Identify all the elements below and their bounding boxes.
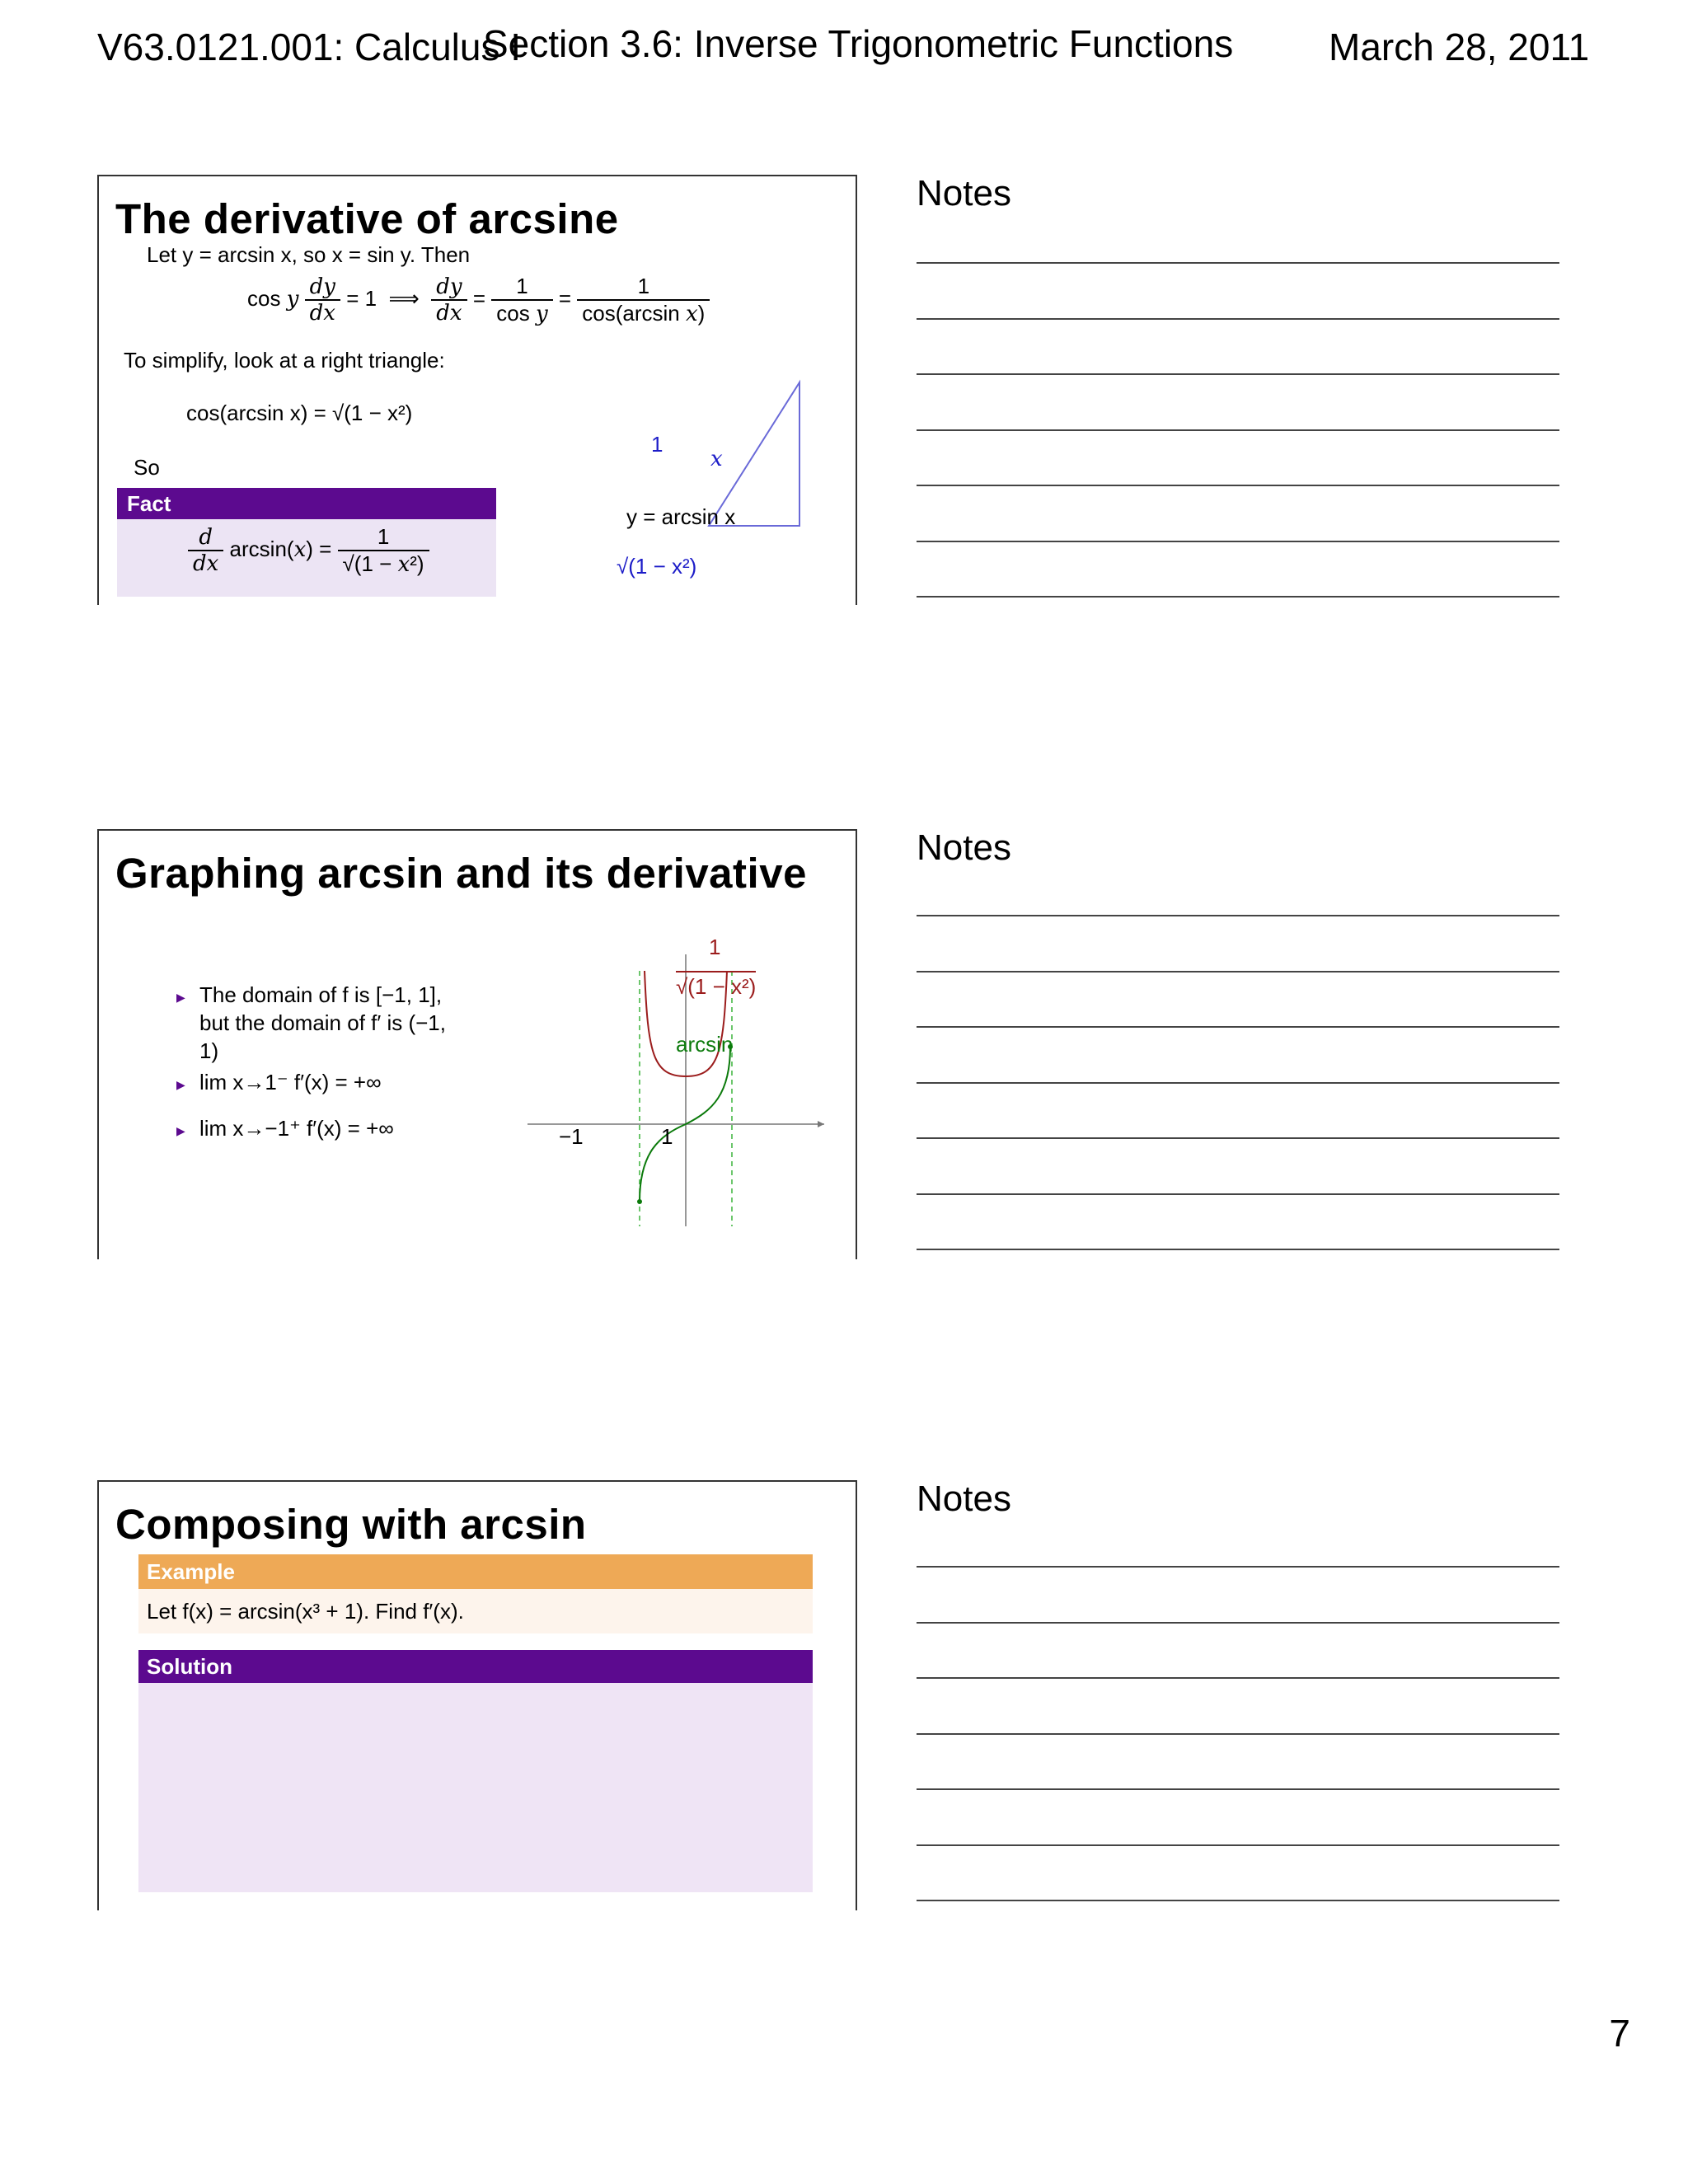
notes-line: [917, 1137, 1559, 1139]
header-date: March 28, 2011: [1329, 26, 1590, 68]
solution-body: [138, 1683, 813, 1892]
notes-line: [917, 318, 1559, 320]
notes-line: [917, 429, 1559, 431]
notes-line: [917, 541, 1559, 542]
fact-body: [117, 519, 496, 597]
notes-label-1: Notes: [917, 173, 1011, 213]
triangle-adj-label: √(1 − x²): [617, 554, 697, 579]
slide-arcsine-derivative: [97, 175, 857, 605]
page-number: 7: [1609, 2012, 1630, 2055]
fact-formula: $\frac{d}{dx}$ arcsin(x) = $\frac{1}{\text{√(1 − x²)}}$: [188, 524, 429, 577]
triangle-angle-label: y = arcsin x: [626, 504, 736, 529]
header-section: Section 3.6: Inverse Trigonometric Functions: [483, 22, 1234, 65]
derivation-equation: cos y $\frac{dy}{dx}$ = 1 ⟹ $\frac{dy}{dx}$ = $\frac{1}{\text{cos y}}$ = $\frac{1}{\text{cos(arcsin x)}}$: [247, 274, 710, 326]
notes-line: [917, 1844, 1559, 1846]
bullet-icon: ▶: [176, 991, 185, 1004]
notes-line: [917, 262, 1559, 264]
slide-title: The derivative of arcsine: [115, 195, 619, 242]
notes-line: [917, 1249, 1559, 1250]
slide-title: Graphing arcsin and its derivative: [115, 850, 807, 897]
bullet-limit-left: lim x→−1⁺ f′(x) = +∞: [199, 1116, 394, 1141]
header-course: V63.0121.001: Calculus I: [97, 26, 522, 68]
notes-line: [917, 1193, 1559, 1195]
notes-label-2: Notes: [917, 827, 1011, 868]
notes-line: [917, 915, 1559, 916]
notes-line: [917, 1733, 1559, 1735]
fact-header: Fact: [117, 488, 496, 519]
slide-text-simplify: To simplify, look at a right triangle:: [124, 348, 445, 373]
slide-composing-arcsin: [97, 1480, 857, 1910]
graph-deriv-label-num: 1: [709, 935, 721, 959]
slide-text-intro: Let y = arcsin x, so x = sin y. Then: [147, 242, 471, 267]
notes-line: [917, 1677, 1559, 1679]
notes-line: [917, 1788, 1559, 1790]
graph-tick-pos1: 1: [661, 1124, 673, 1149]
slide-title: Composing with arcsin: [115, 1501, 587, 1548]
example-header: Example: [138, 1554, 813, 1589]
example-text: Let f(x) = arcsin(x³ + 1). Find f′(x).: [147, 1599, 464, 1624]
bullet-icon: ▶: [176, 1078, 185, 1091]
bullet-icon: ▶: [176, 1124, 185, 1137]
solution-header: Solution: [138, 1650, 813, 1683]
slide-graphing-arcsin: [97, 829, 857, 1259]
example-body: [138, 1589, 813, 1633]
notes-line: [917, 1082, 1559, 1084]
cos-arcsin-identity: cos(arcsin x) = √(1 − x²): [186, 401, 413, 425]
triangle-hyp-label: 1: [651, 432, 663, 457]
bullet-limit-right: lim x→1⁻ f′(x) = +∞: [199, 1070, 382, 1094]
notes-line: [917, 971, 1559, 972]
notes-line: [917, 1026, 1559, 1028]
graph-tick-neg1: −1: [559, 1124, 584, 1149]
notes-line: [917, 1622, 1559, 1624]
bullet-domain: The domain of f is [−1, 1], but the domain of f′ is (−1, 1): [199, 982, 446, 1063]
notes-line: [917, 485, 1559, 486]
graph-deriv-label-den: √(1 − x²): [676, 971, 756, 1000]
notes-line: [917, 1566, 1559, 1568]
notes-line: [917, 1900, 1559, 1901]
slide-text-so: So: [134, 455, 160, 480]
triangle-opp-label: x: [710, 447, 723, 471]
notes-line: [917, 373, 1559, 375]
notes-line: [917, 596, 1559, 598]
graph-arcsin-label: arcsin: [676, 1032, 734, 1057]
notes-label-3: Notes: [917, 1479, 1011, 1519]
right-triangle-diagram: [593, 366, 808, 580]
